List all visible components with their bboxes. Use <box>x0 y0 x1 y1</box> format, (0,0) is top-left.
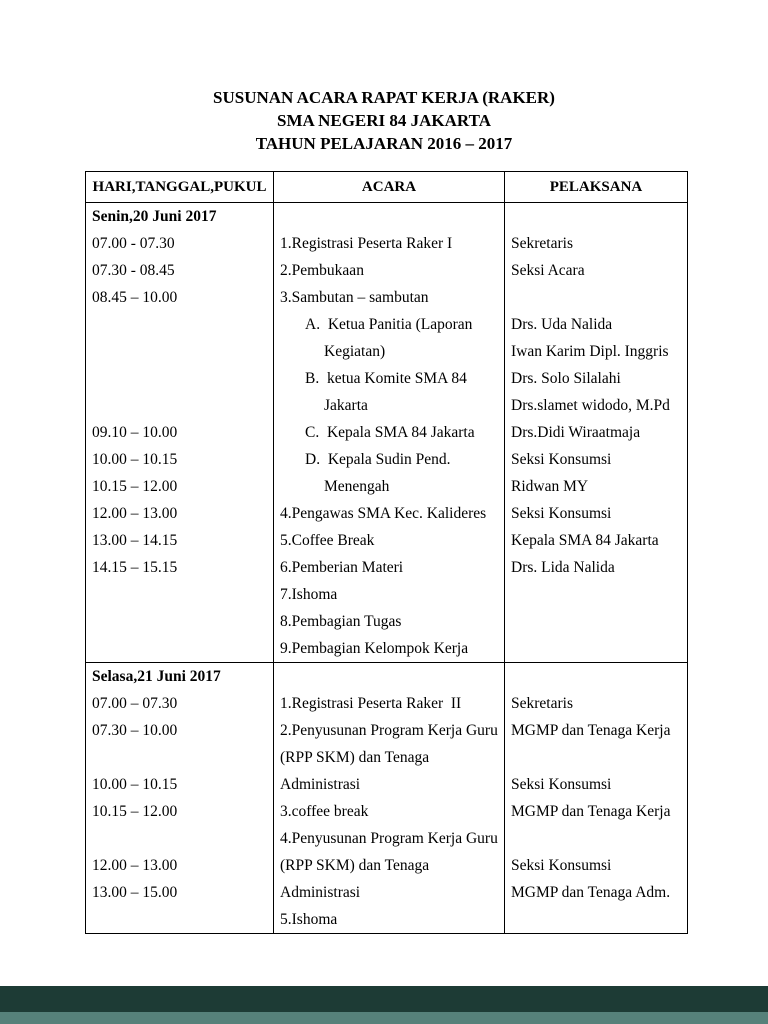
time-cell <box>86 906 273 933</box>
table-section <box>86 662 687 933</box>
table-row <box>86 798 687 825</box>
table-row <box>86 338 687 365</box>
time-cell: 12.00 – 13.00 <box>92 856 178 874</box>
section-day-row <box>86 203 687 230</box>
table-row <box>86 311 687 338</box>
header-pelaksana: PELAKSANA <box>504 172 687 202</box>
page-edge-dark <box>0 986 768 1012</box>
time-cell: 10.15 – 12.00 <box>92 477 178 495</box>
pelaksana-cell: Seksi Konsumsi <box>504 446 687 473</box>
acara-cell: 1.Registrasi Peserta Raker I <box>273 230 504 257</box>
pelaksana-cell <box>504 744 687 771</box>
time-cell <box>86 744 273 771</box>
table-row <box>86 825 687 852</box>
acara-cell: 2.Pembukaan <box>273 257 504 284</box>
document-title <box>0 86 768 155</box>
header-acara: ACARA <box>273 172 504 202</box>
pelaksana-cell <box>504 284 687 311</box>
acara-cell: 6.Pemberian Materi <box>273 554 504 581</box>
time-cell: 10.15 – 12.00 <box>92 802 178 820</box>
pelaksana-cell: Sekretaris <box>504 230 687 257</box>
acara-cell: B. ketua Komite SMA 84 <box>273 365 504 392</box>
table-section <box>86 203 687 662</box>
acara-cell: 3.Sambutan – sambutan <box>273 284 504 311</box>
pelaksana-cell: Drs. Solo Silalahi <box>504 365 687 392</box>
acara-cell: D. Kepala Sudin Pend. <box>273 446 504 473</box>
table-row <box>86 365 687 392</box>
table-row <box>86 717 687 744</box>
pelaksana-cell: Seksi Konsumsi <box>504 771 687 798</box>
agenda-table <box>85 171 688 934</box>
time-cell <box>86 338 273 365</box>
table-row <box>86 744 687 771</box>
pelaksana-cell <box>504 906 687 933</box>
acara-cell: Administrasi <box>273 771 504 798</box>
acara-cell <box>273 663 504 690</box>
acara-cell: (RPP SKM) dan Tenaga <box>273 744 504 771</box>
table-row <box>86 419 687 446</box>
pelaksana-cell: Iwan Karim Dipl. Inggris <box>504 338 687 365</box>
table-row <box>86 771 687 798</box>
table-header-row <box>86 172 687 203</box>
title-line-2: SMA NEGERI 84 JAKARTA <box>277 111 491 130</box>
acara-cell: Menengah <box>273 473 504 500</box>
acara-cell: C. Kepala SMA 84 Jakarta <box>273 419 504 446</box>
table-body <box>86 203 687 933</box>
pelaksana-cell <box>504 608 687 635</box>
acara-cell: Jakarta <box>273 392 504 419</box>
time-cell: 08.45 – 10.00 <box>92 288 178 306</box>
pelaksana-cell: Seksi Konsumsi <box>504 500 687 527</box>
page-edge-light <box>0 1012 768 1024</box>
pelaksana-cell <box>504 825 687 852</box>
time-cell <box>86 392 273 419</box>
pelaksana-cell: Drs. Lida Nalida <box>504 554 687 581</box>
title-line-1: SUSUNAN ACARA RAPAT KERJA (RAKER) <box>213 88 555 107</box>
pelaksana-cell: Seksi Konsumsi <box>504 852 687 879</box>
pelaksana-cell: Drs.Didi Wiraatmaja <box>504 419 687 446</box>
pelaksana-cell: Seksi Acara <box>504 257 687 284</box>
pelaksana-cell <box>504 581 687 608</box>
table-row <box>86 635 687 662</box>
table-row <box>86 392 687 419</box>
acara-cell: 1.Registrasi Peserta Raker II <box>273 690 504 717</box>
table-row <box>86 690 687 717</box>
pelaksana-cell: MGMP dan Tenaga Kerja <box>504 717 687 744</box>
pelaksana-cell: MGMP dan Tenaga Kerja <box>504 798 687 825</box>
time-cell: 13.00 – 14.15 <box>92 531 178 549</box>
time-cell: 09.10 – 10.00 <box>92 423 178 441</box>
time-cell: 10.00 – 10.15 <box>92 450 178 468</box>
table-row <box>86 257 687 284</box>
table-row <box>86 527 687 554</box>
time-cell: 14.15 – 15.15 <box>92 558 178 576</box>
acara-cell: 4.Penyusunan Program Kerja Guru <box>273 825 504 852</box>
pelaksana-cell: Kepala SMA 84 Jakarta <box>504 527 687 554</box>
acara-cell: Administrasi <box>273 879 504 906</box>
time-cell <box>86 635 273 662</box>
pelaksana-cell: Sekretaris <box>504 690 687 717</box>
time-cell: 13.00 – 15.00 <box>92 883 178 901</box>
acara-cell: 5.Coffee Break <box>273 527 504 554</box>
acara-cell: (RPP SKM) dan Tenaga <box>273 852 504 879</box>
table-row <box>86 230 687 257</box>
day-label: Senin,20 Juni 2017 <box>92 207 217 225</box>
pelaksana-cell <box>504 635 687 662</box>
section-day-row <box>86 663 687 690</box>
day-label: Selasa,21 Juni 2017 <box>92 667 221 685</box>
table-row <box>86 906 687 933</box>
time-cell: 07.30 - 08.45 <box>92 261 175 279</box>
pelaksana-cell: MGMP dan Tenaga Adm. <box>504 879 687 906</box>
table-row <box>86 852 687 879</box>
table-row <box>86 446 687 473</box>
acara-cell: 7.Ishoma <box>273 581 504 608</box>
acara-cell: Kegiatan) <box>273 338 504 365</box>
acara-cell: 3.coffee break <box>273 798 504 825</box>
acara-cell: A. Ketua Panitia (Laporan <box>273 311 504 338</box>
pelaksana-cell <box>504 203 687 230</box>
time-cell: 07.30 – 10.00 <box>92 721 178 739</box>
acara-cell: 4.Pengawas SMA Kec. Kalideres <box>273 500 504 527</box>
table-row <box>86 554 687 581</box>
table-row <box>86 581 687 608</box>
table-row <box>86 473 687 500</box>
time-cell <box>86 581 273 608</box>
title-line-3: TAHUN PELAJARAN 2016 – 2017 <box>255 134 513 153</box>
time-cell <box>86 608 273 635</box>
acara-cell: 9.Pembagian Kelompok Kerja <box>273 635 504 662</box>
time-cell: 12.00 – 13.00 <box>92 504 178 522</box>
acara-cell <box>273 203 504 230</box>
pelaksana-cell: Drs. Uda Nalida <box>504 311 687 338</box>
time-cell <box>86 365 273 392</box>
pelaksana-cell: Ridwan MY <box>504 473 687 500</box>
time-cell <box>86 311 273 338</box>
acara-cell: 8.Pembagian Tugas <box>273 608 504 635</box>
time-cell <box>86 825 273 852</box>
pelaksana-cell <box>504 663 687 690</box>
acara-cell: 5.Ishoma <box>273 906 504 933</box>
acara-cell: 2.Penyusunan Program Kerja Guru <box>273 717 504 744</box>
table-row <box>86 879 687 906</box>
pelaksana-cell: Drs.slamet widodo, M.Pd <box>504 392 687 419</box>
time-cell: 07.00 – 07.30 <box>92 694 178 712</box>
time-cell: 10.00 – 10.15 <box>92 775 178 793</box>
table-row <box>86 500 687 527</box>
header-hari-tanggal-pukul: HARI,TANGGAL,PUKUL <box>92 178 267 195</box>
table-row <box>86 284 687 311</box>
table-row <box>86 608 687 635</box>
time-cell: 07.00 - 07.30 <box>92 234 175 252</box>
